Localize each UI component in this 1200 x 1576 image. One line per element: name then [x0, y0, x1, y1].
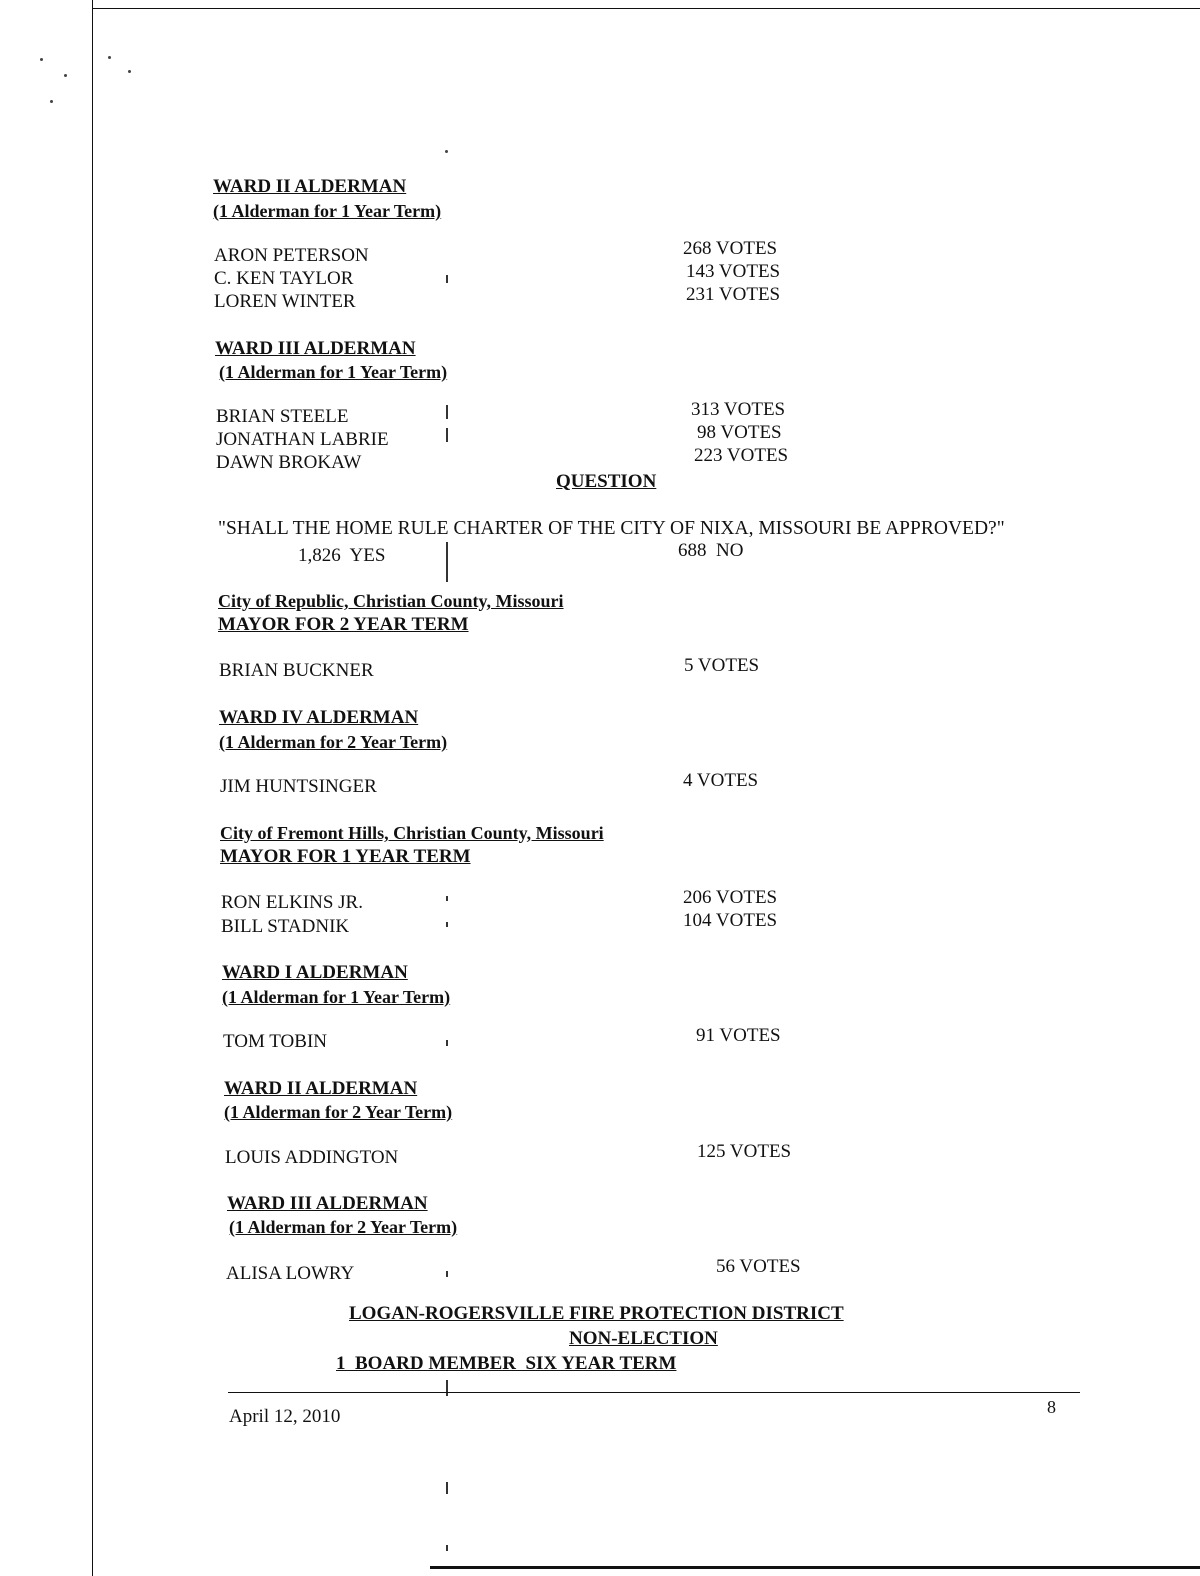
question-no-count: 688 NO — [678, 540, 744, 561]
fremont-city-heading: City of Fremont Hills, Christian County, Missouri — [220, 823, 604, 843]
candidate-name: ALISA LOWRY — [226, 1263, 355, 1284]
fire-district-seat: 1 BOARD MEMBER SIX YEAR TERM — [336, 1353, 677, 1374]
candidate-votes: 104 VOTES — [683, 910, 778, 931]
footer-rule — [228, 1392, 1080, 1393]
fold-mark — [446, 922, 448, 927]
candidate-votes: 223 VOTES — [694, 445, 789, 466]
scan-speck — [50, 100, 53, 103]
ward3-subheading: (1 Alderman for 1 Year Term) — [219, 362, 448, 382]
bottom-border-line — [430, 1566, 1200, 1569]
question-heading: QUESTION — [556, 471, 657, 492]
candidate-name: BILL STADNIK — [221, 916, 350, 937]
candidate-name: RON ELKINS JR. — [221, 892, 363, 913]
ward2-subheading: (1 Alderman for 1 Year Term) — [213, 201, 442, 221]
page-number: 8 — [1047, 1397, 1056, 1417]
fire-district-status: NON-ELECTION — [569, 1328, 718, 1349]
fold-mark — [446, 405, 448, 419]
scan-speck — [128, 70, 131, 73]
candidate-name: JONATHAN LABRIE — [216, 429, 389, 450]
left-margin-line — [92, 0, 93, 1576]
republic-mayor-heading: MAYOR FOR 2 YEAR TERM — [218, 614, 469, 635]
fold-mark — [446, 896, 448, 901]
candidate-name: ARON PETERSON — [214, 245, 369, 266]
fold-mark — [446, 428, 448, 442]
candidate-name: LOUIS ADDINGTON — [225, 1147, 399, 1168]
candidate-votes: 313 VOTES — [691, 399, 786, 420]
candidate-name: TOM TOBIN — [223, 1031, 327, 1052]
candidate-votes: 5 VOTES — [684, 655, 760, 676]
fremont-ward2-heading: WARD II ALDERMAN — [224, 1078, 418, 1099]
candidate-name: LOREN WINTER — [214, 291, 356, 312]
candidate-votes: 56 VOTES — [716, 1256, 801, 1277]
republic-ward4-heading: WARD IV ALDERMAN — [219, 707, 419, 728]
fold-mark — [446, 1380, 448, 1396]
candidate-votes: 98 VOTES — [697, 422, 782, 443]
candidate-votes: 268 VOTES — [683, 238, 778, 259]
ward2-heading: WARD II ALDERMAN — [213, 176, 407, 197]
candidate-name: DAWN BROKAW — [216, 452, 362, 473]
candidate-name: C. KEN TAYLOR — [214, 268, 354, 289]
ward3-heading: WARD III ALDERMAN — [215, 338, 416, 359]
candidate-votes: 4 VOTES — [683, 770, 759, 791]
fold-mark — [446, 1271, 448, 1277]
question-text: "SHALL THE HOME RULE CHARTER OF THE CITY OF NIXA, MISSOURI BE APPROVED?" — [218, 518, 1005, 539]
candidate-votes: 143 VOTES — [686, 261, 781, 282]
fold-mark — [446, 1545, 448, 1551]
scan-speck — [64, 74, 67, 77]
candidate-name: BRIAN STEELE — [216, 406, 349, 427]
question-yes-count: 1,826 YES — [298, 545, 386, 566]
candidate-name: JIM HUNTSINGER — [220, 776, 377, 797]
scan-speck — [445, 150, 448, 153]
candidate-votes: 231 VOTES — [686, 284, 781, 305]
candidate-votes: 91 VOTES — [696, 1025, 781, 1046]
fold-mark — [446, 1482, 448, 1494]
scan-speck — [108, 56, 111, 59]
republic-ward4-subheading: (1 Alderman for 2 Year Term) — [219, 732, 448, 752]
top-border-line — [92, 8, 1200, 9]
candidate-name: BRIAN BUCKNER — [219, 660, 374, 681]
fremont-ward1-subheading: (1 Alderman for 1 Year Term) — [222, 987, 451, 1007]
scan-speck — [40, 58, 43, 61]
fremont-mayor-heading: MAYOR FOR 1 YEAR TERM — [220, 846, 471, 867]
fremont-ward3-subheading: (1 Alderman for 2 Year Term) — [229, 1217, 458, 1237]
candidate-votes: 125 VOTES — [697, 1141, 792, 1162]
fold-mark — [446, 1040, 448, 1046]
fold-mark — [446, 275, 448, 283]
fire-district-title: LOGAN-ROGERSVILLE FIRE PROTECTION DISTRICT — [349, 1303, 844, 1324]
fremont-ward3-heading: WARD III ALDERMAN — [227, 1193, 428, 1214]
fremont-ward1-heading: WARD I ALDERMAN — [222, 962, 408, 983]
fold-mark — [446, 542, 448, 582]
footer-date: April 12, 2010 — [229, 1406, 341, 1427]
republic-city-heading: City of Republic, Christian County, Missouri — [218, 591, 564, 611]
fremont-ward2-subheading: (1 Alderman for 2 Year Term) — [224, 1102, 453, 1122]
candidate-votes: 206 VOTES — [683, 887, 778, 908]
